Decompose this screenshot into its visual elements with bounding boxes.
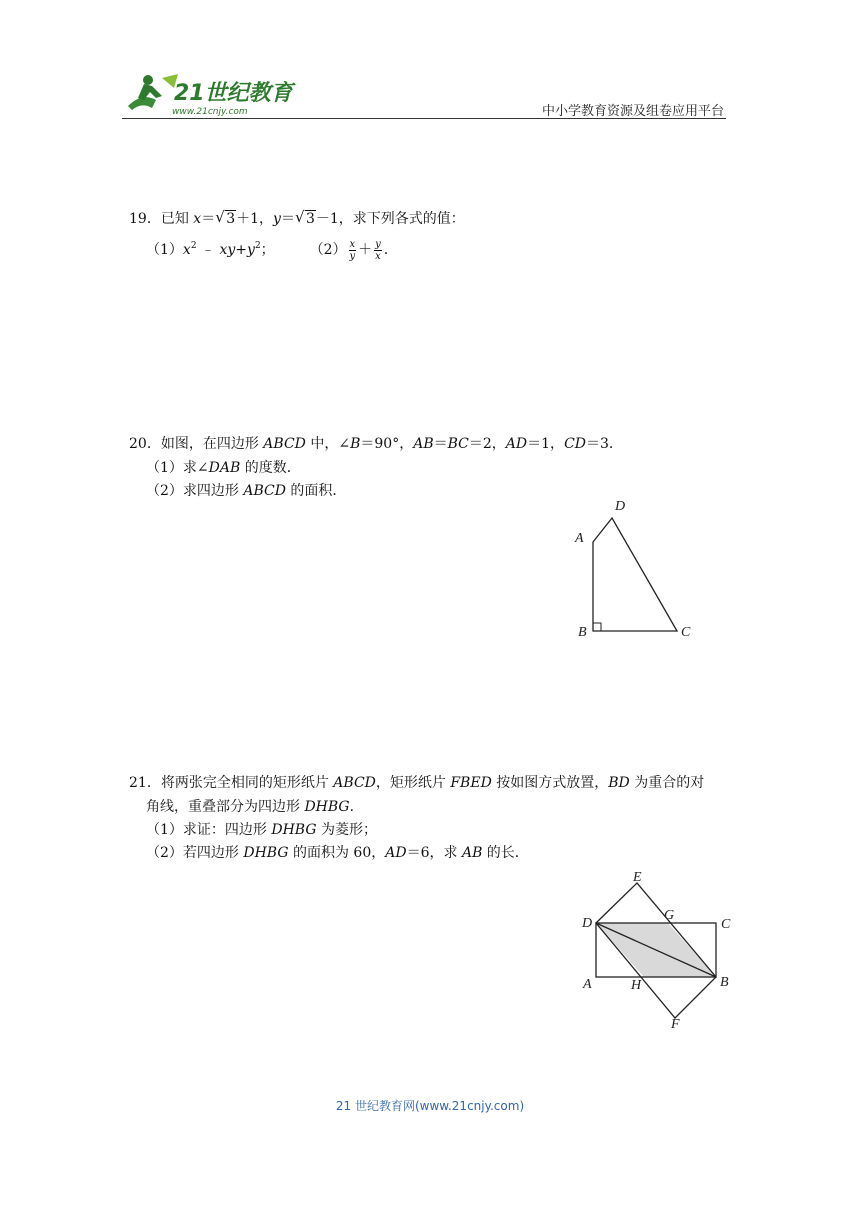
fraction-y-over-x: $\frac{y}{x}$ — [375, 238, 381, 262]
label-f: F — [671, 1017, 680, 1032]
label-c: C — [681, 625, 691, 640]
label-d: D — [615, 499, 626, 514]
label-e: E — [633, 870, 642, 885]
label-a: A — [583, 977, 592, 992]
question-21-part-2: （2）若四边形 DHBG 的面积为 60，AD＝6，求 AB 的长． — [146, 845, 529, 861]
sqrt-3: √ 3 — [215, 208, 236, 227]
sqrt-3: √ 3 — [294, 208, 315, 227]
question-21-line-2: 角线，重叠部分为四边形 DHBG． — [146, 799, 364, 815]
page-footer[interactable]: 21 世纪教育网(www.21cnjy.com) — [335, 1099, 525, 1113]
quadrilateral-abcd — [593, 518, 677, 631]
label-b: B — [720, 975, 729, 990]
site-name: 中小学教育资源及组卷应用平台 — [541, 104, 724, 119]
label-b: B — [578, 625, 587, 640]
question-20-part-1: （1）求∠DAB 的度数． — [146, 460, 301, 476]
right-angle-mark — [593, 623, 601, 631]
question-20-part-2: （2）求四边形 ABCD 的面积． — [146, 483, 347, 499]
quadrilateral-abcd-figure — [566, 494, 706, 644]
question-19-parts: $(1)x^2$ ﹣ $xy+y^2$； （2） $\frac{x}{y}$ ＋ $\frac{y}{x}$ . — [146, 238, 389, 262]
fraction-x-over-y: $\frac{x}{y}$ — [349, 238, 356, 262]
overlapping-rectangles-figure — [578, 870, 738, 1035]
label-d: D — [582, 916, 593, 931]
svg-text:21世纪教育: 21世纪教育 — [174, 81, 293, 106]
question-19-stem: 19．已知 x＝ √ 3＋1，y＝ √ 3－1，求下列各式的值： — [129, 207, 465, 231]
header-rule — [122, 118, 726, 119]
page-header — [122, 68, 726, 120]
label-g: G — [664, 908, 675, 923]
question-20-stem: 20．如图，在四边形 ABCD 中，∠B＝90°，AB＝BC＝2，AD＝1，CD＝3． — [129, 436, 623, 452]
label-a: A — [575, 531, 584, 546]
label-c: C — [721, 917, 731, 932]
site-logo — [122, 70, 312, 118]
svg-text:www.21cnjy.com: www.21cnjy.com — [172, 107, 248, 117]
question-21-line-1: 21．将两张完全相同的矩形纸片 ABCD，矩形纸片 FBED 按如图方式放置，BD 为重合的对 — [129, 775, 705, 791]
question-21-part-1: （1）求证：四边形 DHBG 为菱形； — [146, 822, 377, 838]
label-h: H — [631, 978, 642, 993]
